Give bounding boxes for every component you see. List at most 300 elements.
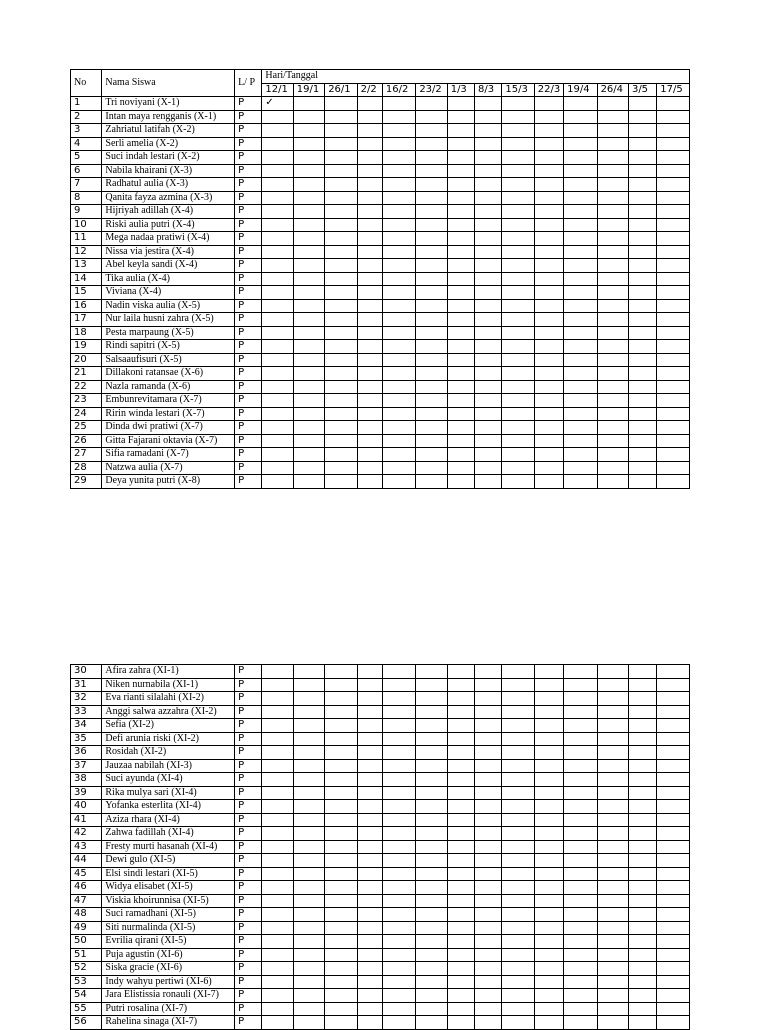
attendance-cell bbox=[534, 935, 563, 949]
attendance-cell bbox=[564, 137, 597, 151]
student-gender: P bbox=[235, 692, 262, 706]
attendance-cell bbox=[534, 286, 563, 300]
attendance-cell bbox=[628, 137, 656, 151]
student-number: 40 bbox=[71, 800, 102, 814]
attendance-cell bbox=[597, 164, 628, 178]
attendance-cell bbox=[293, 786, 324, 800]
student-number: 35 bbox=[71, 732, 102, 746]
student-gender: P bbox=[235, 178, 262, 192]
attendance-cell bbox=[657, 178, 690, 192]
attendance-cell bbox=[534, 299, 563, 313]
student-row bbox=[71, 773, 690, 787]
student-row bbox=[71, 367, 690, 381]
attendance-cell bbox=[325, 286, 357, 300]
attendance-cell bbox=[262, 191, 293, 205]
attendance-cell bbox=[447, 151, 474, 165]
attendance-cell bbox=[293, 272, 324, 286]
student-name: Defi arunia riski (XI-2) bbox=[102, 732, 235, 746]
student-number: 25 bbox=[71, 421, 102, 435]
attendance-cell bbox=[534, 773, 563, 787]
attendance-cell bbox=[416, 719, 447, 733]
student-gender: P bbox=[235, 840, 262, 854]
attendance-cell bbox=[502, 935, 534, 949]
attendance-cell bbox=[382, 948, 415, 962]
attendance-cell bbox=[293, 367, 324, 381]
attendance-cell bbox=[262, 881, 293, 895]
attendance-cell bbox=[416, 191, 447, 205]
student-row bbox=[71, 948, 690, 962]
attendance-cell bbox=[564, 894, 597, 908]
attendance-cell bbox=[447, 434, 474, 448]
attendance-cell bbox=[629, 935, 657, 949]
student-gender: P bbox=[235, 665, 262, 679]
attendance-cell bbox=[325, 259, 357, 273]
student-gender: P bbox=[235, 326, 262, 340]
attendance-cell bbox=[534, 746, 563, 760]
student-row bbox=[71, 205, 690, 219]
attendance-cell bbox=[657, 380, 690, 394]
attendance-cell bbox=[597, 313, 628, 327]
student-gender: P bbox=[235, 975, 262, 989]
date-header: 19/1 bbox=[293, 83, 324, 97]
student-number: 45 bbox=[71, 867, 102, 881]
student-name: Riski aulia putri (X-4) bbox=[102, 218, 235, 232]
attendance-cell bbox=[534, 164, 563, 178]
attendance-cell bbox=[357, 732, 382, 746]
attendance-cell bbox=[597, 881, 628, 895]
attendance-cell bbox=[382, 786, 415, 800]
attendance-cell bbox=[597, 340, 628, 354]
attendance-cell bbox=[657, 434, 690, 448]
attendance-cell bbox=[475, 245, 502, 259]
attendance-cell bbox=[597, 732, 628, 746]
attendance-cell bbox=[325, 407, 357, 421]
attendance-cell bbox=[657, 840, 690, 854]
attendance-cell bbox=[447, 340, 474, 354]
attendance-cell bbox=[502, 800, 534, 814]
attendance-cell bbox=[325, 178, 357, 192]
student-name: Eva rianti silalahi (XI-2) bbox=[102, 692, 235, 706]
column-header-gender: L/ P bbox=[235, 70, 262, 97]
attendance-cell bbox=[629, 1002, 657, 1016]
attendance-cell bbox=[534, 326, 563, 340]
attendance-cell bbox=[357, 286, 382, 300]
attendance-cell bbox=[597, 678, 628, 692]
attendance-cell bbox=[262, 1002, 293, 1016]
attendance-cell bbox=[564, 827, 597, 841]
student-name: Yofanka esterlita (XI-4) bbox=[102, 800, 235, 814]
attendance-cell bbox=[502, 827, 534, 841]
attendance-cell bbox=[628, 205, 656, 219]
student-name: Zahwa fadillah (XI-4) bbox=[102, 827, 235, 841]
attendance-cell bbox=[597, 894, 628, 908]
attendance-cell bbox=[416, 921, 447, 935]
attendance-cell bbox=[597, 773, 628, 787]
attendance-cell bbox=[475, 908, 502, 922]
attendance-cell bbox=[262, 326, 293, 340]
attendance-cell bbox=[416, 367, 447, 381]
attendance-cell bbox=[534, 380, 563, 394]
attendance-cell bbox=[293, 948, 324, 962]
student-row bbox=[71, 461, 690, 475]
attendance-cell bbox=[657, 854, 690, 868]
attendance-cell bbox=[629, 813, 657, 827]
attendance-cell bbox=[357, 854, 382, 868]
attendance-cell bbox=[357, 97, 382, 111]
attendance-cell bbox=[475, 665, 502, 679]
attendance-cell bbox=[325, 313, 357, 327]
student-name: Dillakoni ratansae (X-6) bbox=[102, 367, 235, 381]
attendance-cell bbox=[262, 110, 293, 124]
student-gender: P bbox=[235, 759, 262, 773]
attendance-cell bbox=[628, 110, 656, 124]
student-row bbox=[71, 353, 690, 367]
attendance-table-top bbox=[70, 69, 690, 489]
student-name: Intan maya rengganis (X-1) bbox=[102, 110, 235, 124]
student-name: Rahelina sinaga (XI-7) bbox=[102, 1016, 235, 1030]
attendance-cell bbox=[597, 394, 628, 408]
attendance-cell bbox=[502, 110, 534, 124]
attendance-cell bbox=[564, 975, 597, 989]
attendance-cell bbox=[657, 665, 690, 679]
attendance-cell bbox=[597, 975, 628, 989]
attendance-cell bbox=[657, 800, 690, 814]
student-gender: P bbox=[235, 705, 262, 719]
attendance-cell bbox=[262, 475, 293, 489]
student-row bbox=[71, 759, 690, 773]
attendance-cell bbox=[564, 178, 597, 192]
student-row bbox=[71, 326, 690, 340]
attendance-cell bbox=[475, 205, 502, 219]
attendance-cell bbox=[325, 746, 357, 760]
date-header: 2/2 bbox=[357, 83, 382, 97]
attendance-cell bbox=[628, 326, 656, 340]
attendance-cell bbox=[325, 218, 357, 232]
attendance-cell bbox=[262, 353, 293, 367]
attendance-cell bbox=[382, 962, 415, 976]
attendance-cell bbox=[416, 1002, 447, 1016]
attendance-cell bbox=[447, 97, 474, 111]
attendance-cell bbox=[629, 719, 657, 733]
attendance-cell bbox=[447, 813, 474, 827]
attendance-cell bbox=[534, 313, 563, 327]
attendance-cell bbox=[382, 137, 415, 151]
attendance-cell bbox=[629, 894, 657, 908]
attendance-cell bbox=[597, 1016, 628, 1030]
student-row bbox=[71, 813, 690, 827]
date-header: 26/1 bbox=[325, 83, 357, 97]
attendance-cell bbox=[447, 286, 474, 300]
attendance-cell bbox=[382, 719, 415, 733]
attendance-cell bbox=[564, 840, 597, 854]
attendance-cell bbox=[357, 881, 382, 895]
attendance-cell bbox=[447, 719, 474, 733]
student-number: 32 bbox=[71, 692, 102, 706]
attendance-cell bbox=[416, 394, 447, 408]
attendance-cell bbox=[262, 989, 293, 1003]
student-name: Aziza rhara (XI-4) bbox=[102, 813, 235, 827]
attendance-cell bbox=[502, 326, 534, 340]
attendance-cell bbox=[502, 448, 534, 462]
student-name: Nazla ramanda (X-6) bbox=[102, 380, 235, 394]
attendance-cell bbox=[357, 124, 382, 138]
student-name: Elsi sindi lestari (XI-5) bbox=[102, 867, 235, 881]
attendance-cell bbox=[382, 989, 415, 1003]
attendance-cell bbox=[447, 367, 474, 381]
student-name: Nabila khairani (X-3) bbox=[102, 164, 235, 178]
attendance-cell bbox=[325, 232, 357, 246]
attendance-cell bbox=[564, 448, 597, 462]
attendance-cell bbox=[357, 989, 382, 1003]
attendance-cell bbox=[657, 475, 690, 489]
attendance-cell bbox=[357, 678, 382, 692]
attendance-cell bbox=[597, 921, 628, 935]
attendance-cell bbox=[657, 935, 690, 949]
attendance-cell bbox=[325, 367, 357, 381]
student-gender: P bbox=[235, 962, 262, 976]
student-gender: P bbox=[235, 786, 262, 800]
student-gender: P bbox=[235, 921, 262, 935]
attendance-cell bbox=[657, 151, 690, 165]
student-name: Viviana (X-4) bbox=[102, 286, 235, 300]
attendance-cell bbox=[628, 286, 656, 300]
attendance-cell bbox=[597, 989, 628, 1003]
attendance-cell bbox=[657, 827, 690, 841]
attendance-cell bbox=[628, 259, 656, 273]
attendance-cell bbox=[564, 678, 597, 692]
student-name: Sifia ramadani (X-7) bbox=[102, 448, 235, 462]
attendance-cell bbox=[534, 678, 563, 692]
attendance-cell bbox=[564, 232, 597, 246]
attendance-cell bbox=[325, 989, 357, 1003]
attendance-cell bbox=[293, 259, 324, 273]
attendance-cell bbox=[293, 894, 324, 908]
attendance-cell bbox=[597, 692, 628, 706]
attendance-cell bbox=[629, 746, 657, 760]
attendance-cell bbox=[534, 191, 563, 205]
attendance-cell bbox=[262, 746, 293, 760]
attendance-cell bbox=[262, 259, 293, 273]
attendance-cell bbox=[416, 286, 447, 300]
attendance-cell bbox=[657, 218, 690, 232]
student-name: Putri rosalina (XI-7) bbox=[102, 1002, 235, 1016]
attendance-cell bbox=[325, 151, 357, 165]
attendance-cell bbox=[382, 854, 415, 868]
attendance-cell bbox=[382, 407, 415, 421]
attendance-cell bbox=[475, 854, 502, 868]
attendance-cell bbox=[416, 178, 447, 192]
attendance-cell bbox=[657, 407, 690, 421]
attendance-cell bbox=[416, 786, 447, 800]
student-row bbox=[71, 692, 690, 706]
attendance-cell bbox=[262, 178, 293, 192]
attendance-cell bbox=[325, 894, 357, 908]
attendance-cell bbox=[357, 908, 382, 922]
student-number: 38 bbox=[71, 773, 102, 787]
attendance-cell bbox=[416, 448, 447, 462]
student-gender: P bbox=[235, 340, 262, 354]
attendance-cell bbox=[382, 678, 415, 692]
attendance-cell bbox=[325, 935, 357, 949]
attendance-cell bbox=[382, 232, 415, 246]
date-header: 3/5 bbox=[628, 83, 656, 97]
attendance-cell bbox=[262, 786, 293, 800]
attendance-cell bbox=[262, 705, 293, 719]
attendance-cell bbox=[447, 894, 474, 908]
attendance-cell bbox=[262, 1016, 293, 1030]
attendance-cell bbox=[629, 867, 657, 881]
attendance-cell bbox=[382, 434, 415, 448]
attendance-cell bbox=[564, 380, 597, 394]
attendance-cell bbox=[382, 340, 415, 354]
student-number: 39 bbox=[71, 786, 102, 800]
attendance-cell bbox=[534, 475, 563, 489]
attendance-cell bbox=[416, 259, 447, 273]
attendance-cell bbox=[293, 881, 324, 895]
attendance-cell bbox=[293, 326, 324, 340]
attendance-cell bbox=[657, 299, 690, 313]
attendance-cell bbox=[502, 786, 534, 800]
attendance-cell bbox=[628, 124, 656, 138]
student-gender: P bbox=[235, 137, 262, 151]
attendance-cell bbox=[564, 948, 597, 962]
attendance-cell bbox=[325, 110, 357, 124]
attendance-cell bbox=[357, 692, 382, 706]
date-header: 15/3 bbox=[502, 83, 534, 97]
attendance-cell bbox=[657, 124, 690, 138]
attendance-cell bbox=[382, 259, 415, 273]
attendance-cell bbox=[657, 1016, 690, 1030]
student-gender: P bbox=[235, 218, 262, 232]
attendance-cell bbox=[564, 867, 597, 881]
attendance-cell bbox=[475, 813, 502, 827]
attendance-cell bbox=[325, 881, 357, 895]
attendance-cell bbox=[293, 461, 324, 475]
attendance-cell bbox=[502, 908, 534, 922]
attendance-cell bbox=[262, 151, 293, 165]
attendance-cell bbox=[382, 97, 415, 111]
attendance-cell bbox=[564, 759, 597, 773]
attendance-cell bbox=[447, 164, 474, 178]
attendance-cell bbox=[382, 1002, 415, 1016]
attendance-cell bbox=[657, 191, 690, 205]
attendance-cell bbox=[597, 948, 628, 962]
attendance-cell bbox=[293, 867, 324, 881]
attendance-cell bbox=[447, 948, 474, 962]
attendance-cell bbox=[597, 367, 628, 381]
attendance-cell bbox=[382, 773, 415, 787]
attendance-cell bbox=[262, 407, 293, 421]
attendance-cell bbox=[293, 827, 324, 841]
attendance-cell bbox=[357, 326, 382, 340]
student-name: Radhatul aulia (X-3) bbox=[102, 178, 235, 192]
student-number: 54 bbox=[71, 989, 102, 1003]
attendance-cell bbox=[564, 786, 597, 800]
attendance-cell bbox=[447, 353, 474, 367]
attendance-cell bbox=[628, 232, 656, 246]
student-name: Abel keyla sandi (X-4) bbox=[102, 259, 235, 273]
attendance-cell bbox=[325, 448, 357, 462]
attendance-cell bbox=[657, 353, 690, 367]
student-gender: P bbox=[235, 827, 262, 841]
student-gender: P bbox=[235, 353, 262, 367]
attendance-cell bbox=[416, 678, 447, 692]
attendance-cell bbox=[293, 854, 324, 868]
header-row bbox=[71, 70, 690, 84]
attendance-cell bbox=[262, 692, 293, 706]
attendance-cell bbox=[628, 218, 656, 232]
attendance-cell bbox=[534, 962, 563, 976]
student-name: Tri noviyani (X-1) bbox=[102, 97, 235, 111]
student-gender: P bbox=[235, 367, 262, 381]
attendance-cell bbox=[262, 286, 293, 300]
attendance-cell bbox=[534, 759, 563, 773]
student-number: 6 bbox=[71, 164, 102, 178]
attendance-cell bbox=[502, 313, 534, 327]
attendance-cell bbox=[628, 178, 656, 192]
student-name: Nadin viska aulia (X-5) bbox=[102, 299, 235, 313]
attendance-cell bbox=[502, 867, 534, 881]
attendance-cell bbox=[293, 773, 324, 787]
attendance-cell bbox=[325, 732, 357, 746]
attendance-cell bbox=[597, 461, 628, 475]
attendance-cell bbox=[564, 813, 597, 827]
attendance-cell bbox=[447, 975, 474, 989]
attendance-cell bbox=[293, 313, 324, 327]
attendance-cell bbox=[534, 367, 563, 381]
attendance-cell bbox=[564, 1016, 597, 1030]
student-number: 33 bbox=[71, 705, 102, 719]
date-header: 23/2 bbox=[416, 83, 447, 97]
attendance-cell bbox=[357, 191, 382, 205]
attendance-cell bbox=[325, 840, 357, 854]
attendance-cell bbox=[564, 164, 597, 178]
attendance-cell bbox=[357, 665, 382, 679]
student-gender: P bbox=[235, 773, 262, 787]
attendance-cell bbox=[629, 962, 657, 976]
attendance-cell bbox=[293, 299, 324, 313]
attendance-cell bbox=[357, 746, 382, 760]
student-row bbox=[71, 867, 690, 881]
attendance-cell bbox=[597, 137, 628, 151]
attendance-cell bbox=[597, 867, 628, 881]
attendance-cell bbox=[628, 353, 656, 367]
attendance-cell bbox=[564, 313, 597, 327]
attendance-cell bbox=[262, 800, 293, 814]
attendance-cell bbox=[293, 340, 324, 354]
attendance-cell bbox=[534, 840, 563, 854]
attendance-cell bbox=[564, 326, 597, 340]
attendance-cell bbox=[597, 205, 628, 219]
attendance-cell bbox=[502, 475, 534, 489]
student-name: Nur laila husni zahra (X-5) bbox=[102, 313, 235, 327]
attendance-cell bbox=[262, 759, 293, 773]
attendance-cell bbox=[475, 773, 502, 787]
attendance-cell bbox=[325, 164, 357, 178]
attendance-cell bbox=[597, 178, 628, 192]
attendance-cell bbox=[564, 461, 597, 475]
attendance-cell bbox=[382, 813, 415, 827]
attendance-cell bbox=[262, 867, 293, 881]
attendance-cell bbox=[564, 110, 597, 124]
attendance-cell bbox=[628, 434, 656, 448]
attendance-cell bbox=[564, 191, 597, 205]
attendance-cell bbox=[382, 908, 415, 922]
attendance-cell bbox=[416, 110, 447, 124]
attendance-cell bbox=[357, 461, 382, 475]
student-name: Deya yunita putri (X-8) bbox=[102, 475, 235, 489]
attendance-cell bbox=[628, 407, 656, 421]
